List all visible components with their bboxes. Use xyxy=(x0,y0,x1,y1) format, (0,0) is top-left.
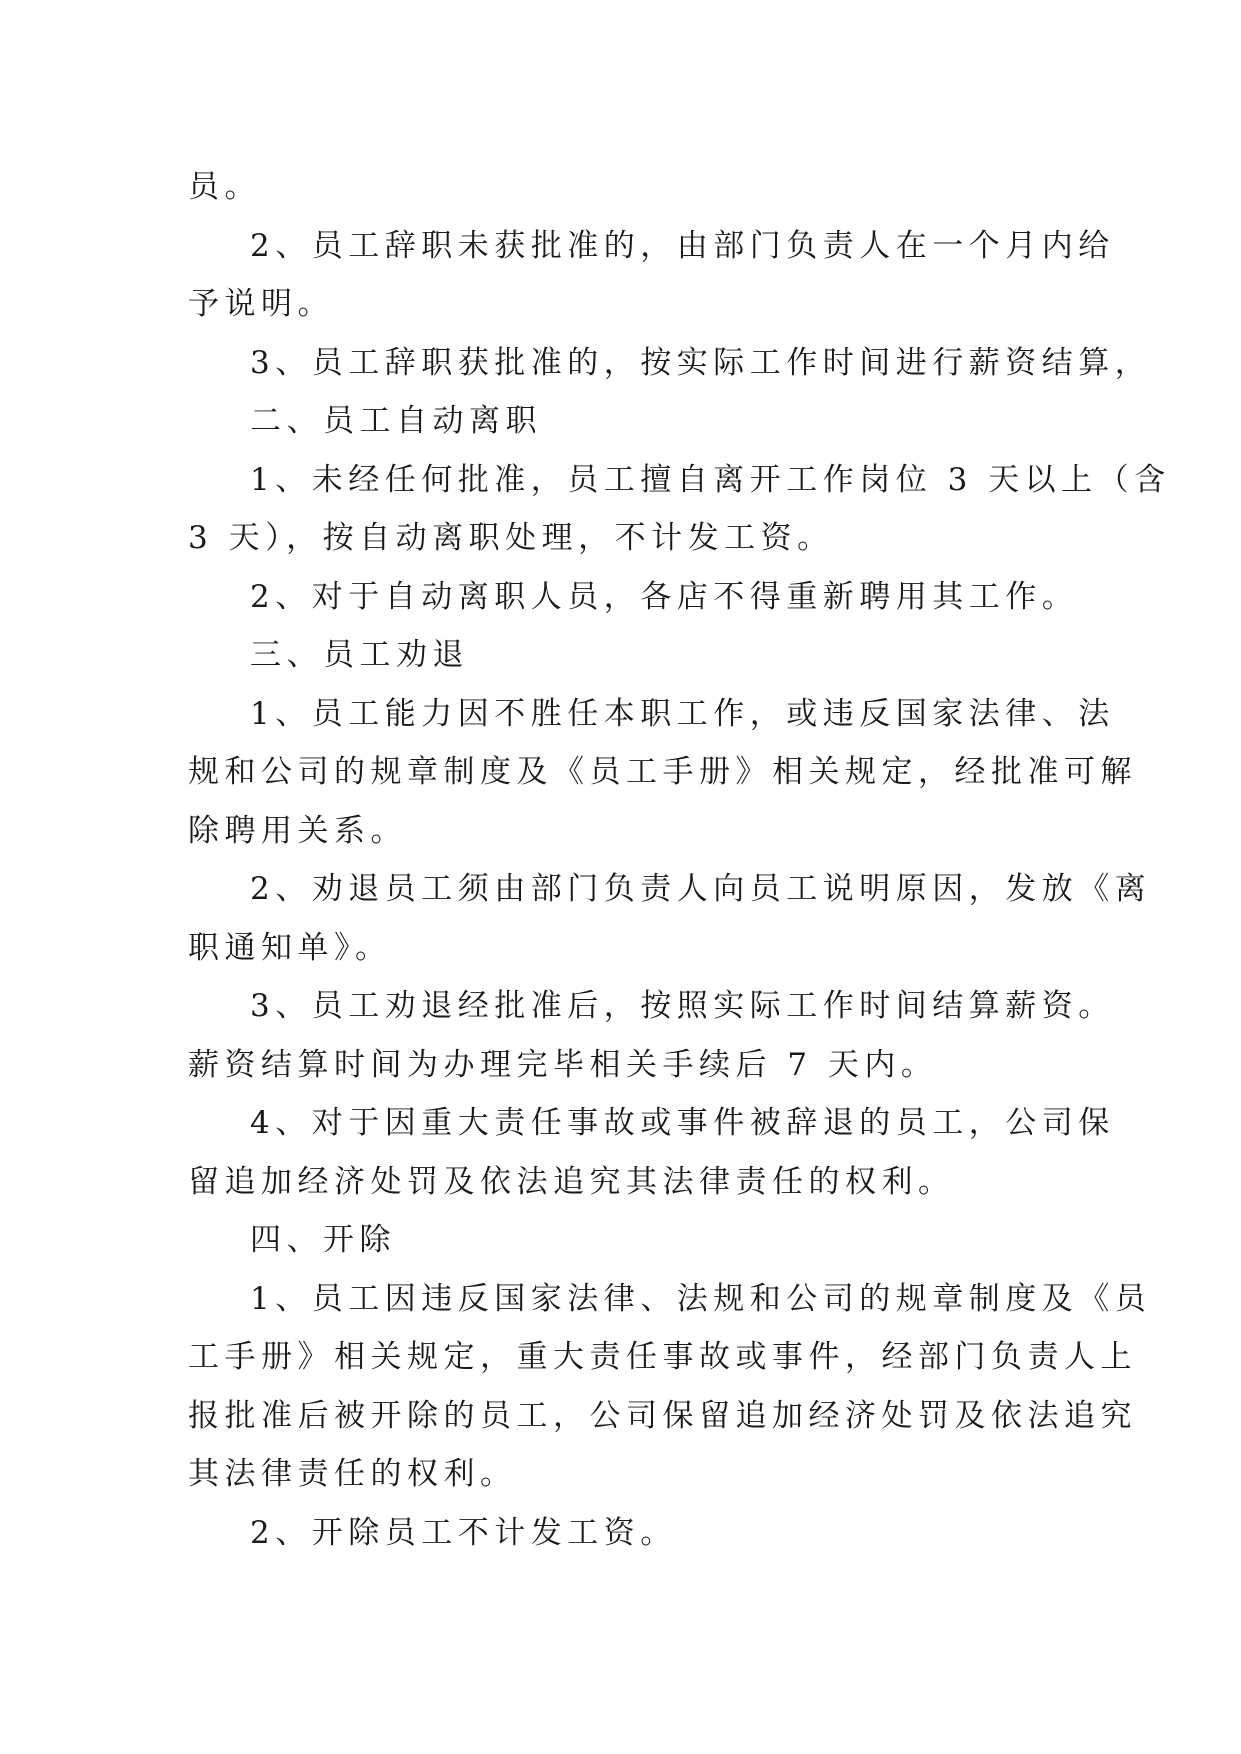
text-line: 2、员工辞职未获批准的，由部门负责人在一个月内给 xyxy=(250,227,1115,264)
text-line: 3 天），按自动离职处理，不计发工资。 xyxy=(188,520,834,556)
text-line: 4、对于因重大责任事故或事件被辞退的员工，公司保 xyxy=(250,1105,1115,1141)
text-line: 予说明。 xyxy=(188,286,334,322)
document-body xyxy=(188,158,1171,1562)
text-line: 规和公司的规章制度及《员工手册》相关规定，经批准可解 xyxy=(188,754,1137,790)
text-line: 1、未经任何批准，员工擅自离开工作岗位 3 天以上（含 xyxy=(250,461,1171,498)
section-heading: 二、员工自动离职 xyxy=(250,403,542,439)
text-line: 2、开除员工不计发工资。 xyxy=(250,1514,677,1551)
text-line: 留追加经济处罚及依法追究其法律责任的权利。 xyxy=(188,1163,955,1200)
text-line: 3、员工劝退经批准后，按照实际工作时间结算薪资。 xyxy=(250,988,1115,1024)
text-line: 3、员工辞职获批准的，按实际工作时间进行薪资结算， xyxy=(250,344,1152,381)
section-heading: 三、员工劝退 xyxy=(250,637,469,673)
text-line: 工手册》相关规定，重大责任事故或事件，经部门负责人上 xyxy=(188,1339,1137,1375)
section-heading: 四、开除 xyxy=(250,1222,396,1258)
text-line: 薪资结算时间为办理完毕相关手续后 7 天内。 xyxy=(188,1046,938,1083)
text-line: 职通知单》。 xyxy=(188,929,392,966)
text-line: 1、员工能力因不胜任本职工作，或违反国家法律、法 xyxy=(250,695,1115,732)
text-line: 员。 xyxy=(188,169,261,205)
text-line: 其法律责任的权利。 xyxy=(188,1456,517,1492)
text-line: 2、对于自动离职人员，各店不得重新聘用其工作。 xyxy=(250,578,1079,615)
text-line: 除聘用关系。 xyxy=(188,812,407,849)
text-line: 2、劝退员工须由部门负责人向员工说明原因，发放《离 xyxy=(250,871,1152,907)
text-line: 报批准后被开除的员工，公司保留追加经济处罚及依法追究 xyxy=(188,1397,1137,1434)
text-line: 1、员工因违反国家法律、法规和公司的规章制度及《员 xyxy=(250,1280,1152,1317)
